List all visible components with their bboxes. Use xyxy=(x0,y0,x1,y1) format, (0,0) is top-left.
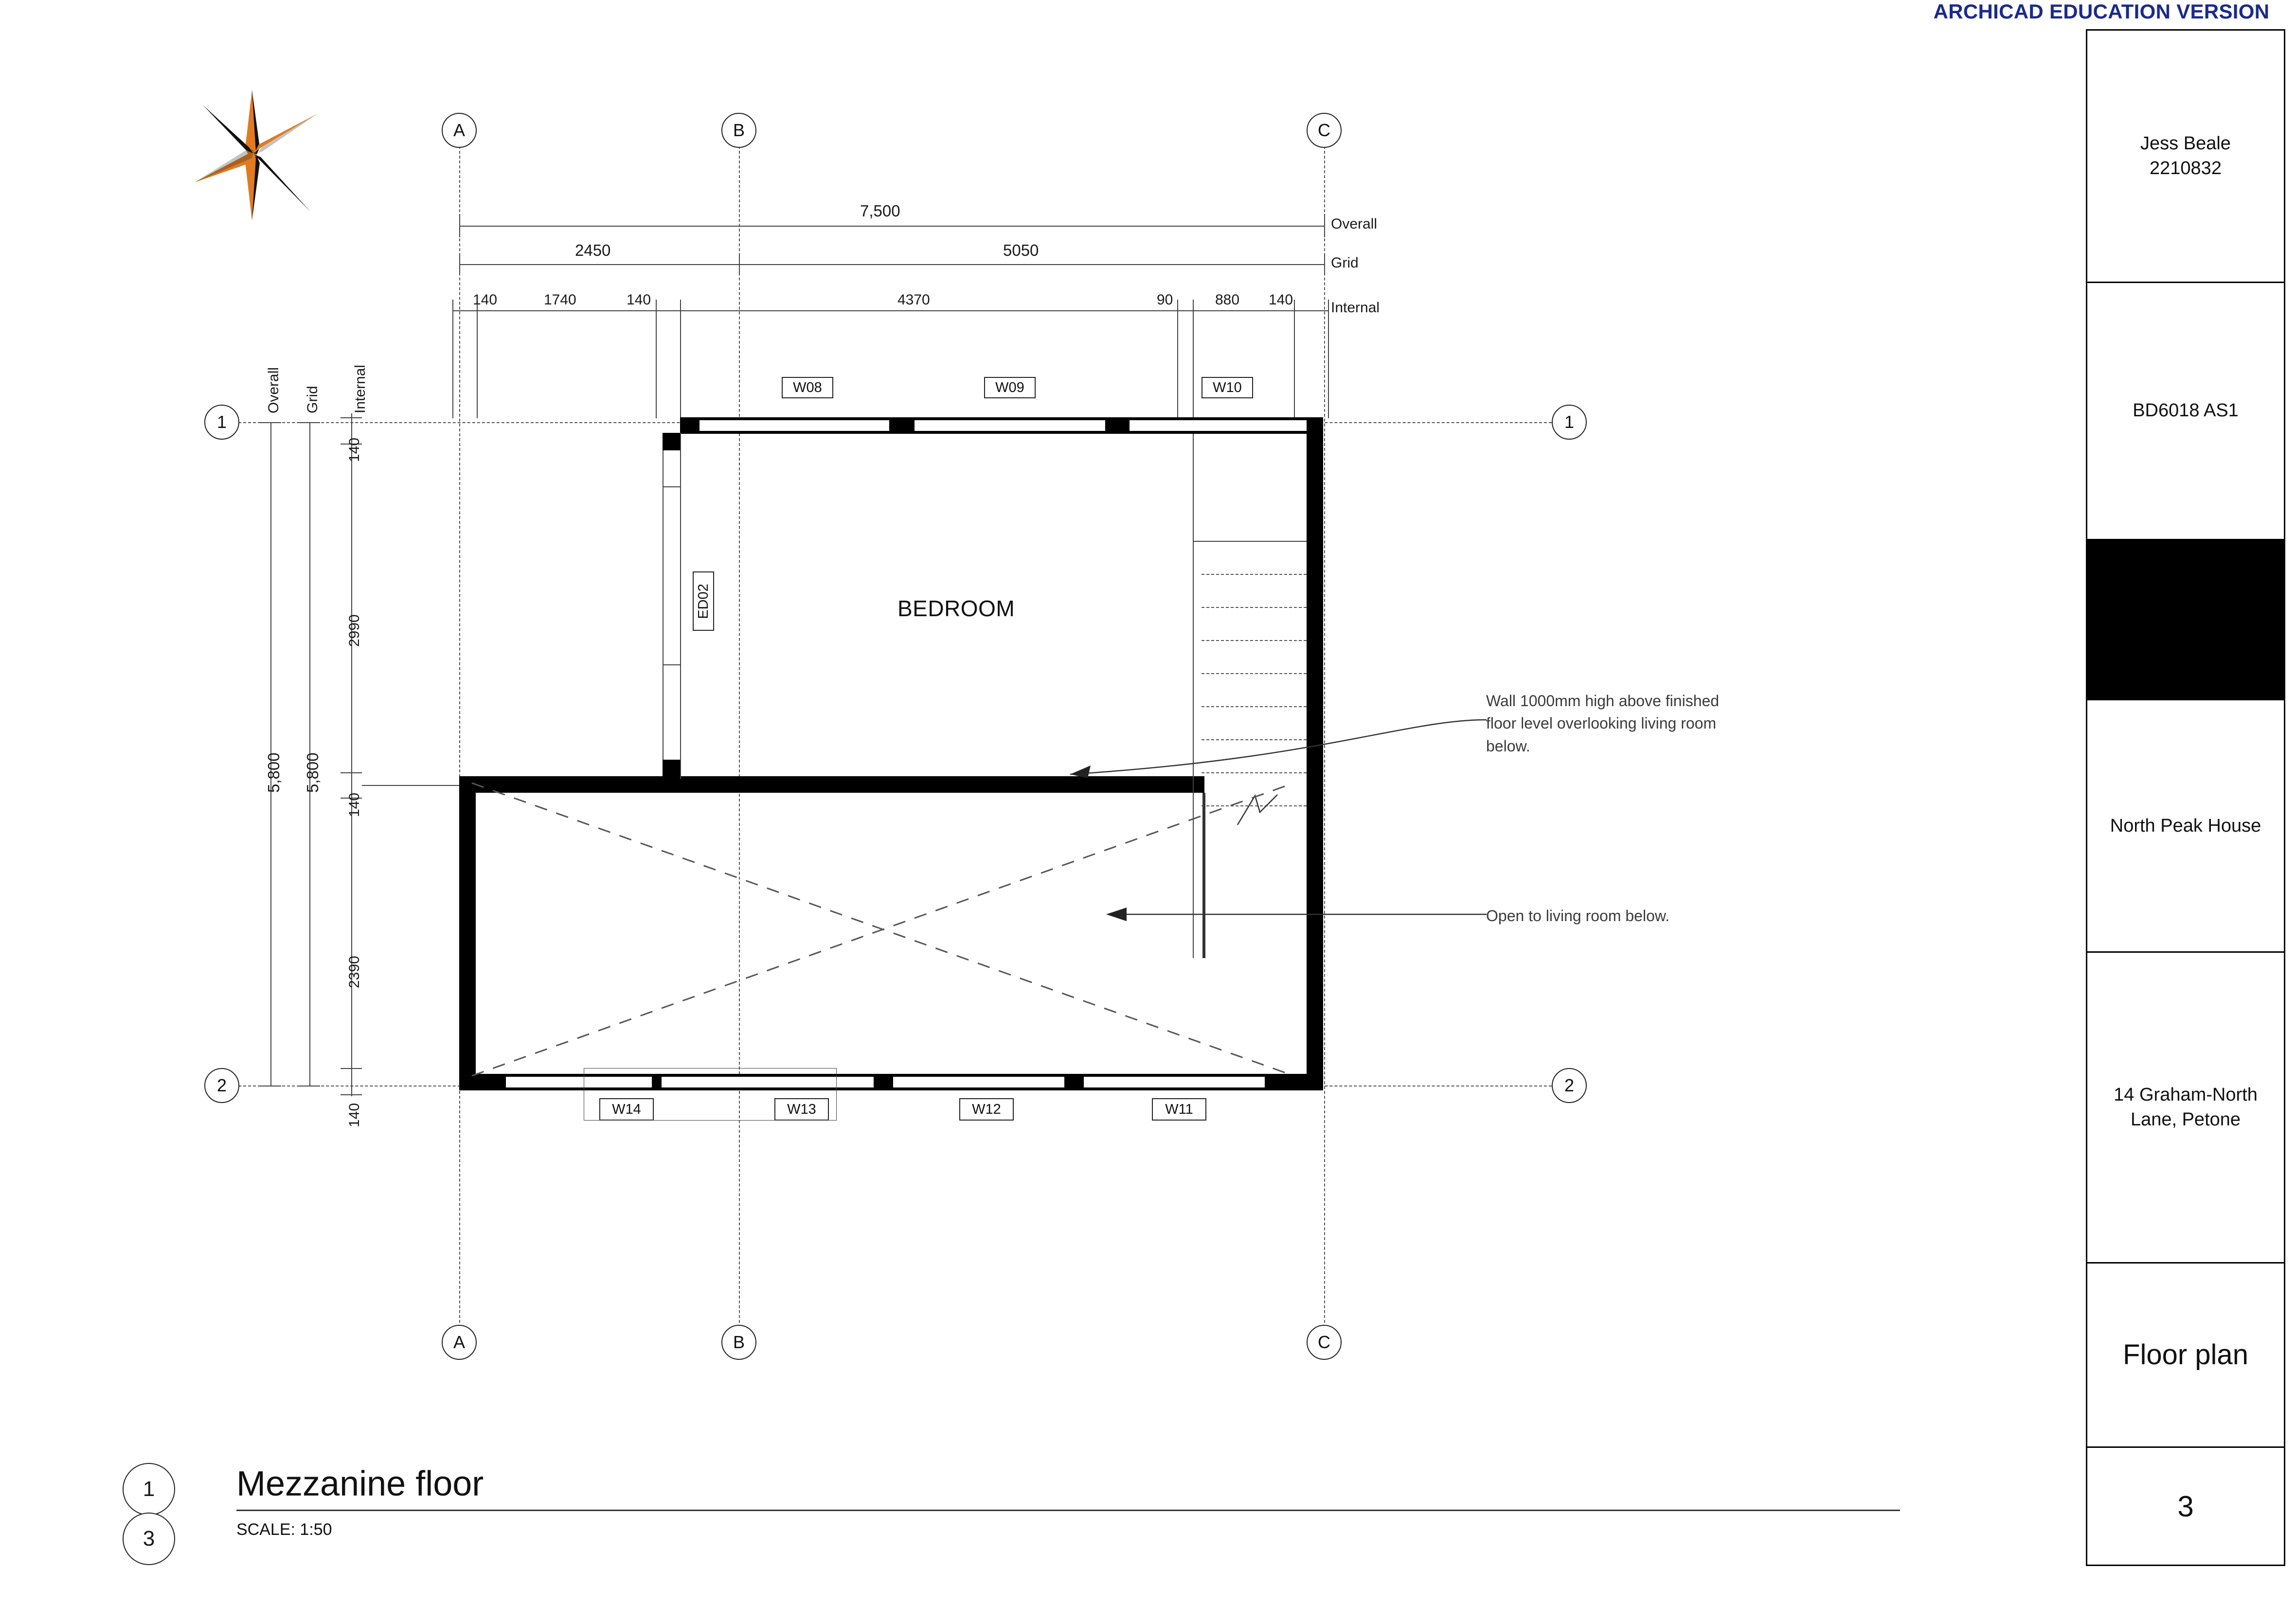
detail-bubble-bottom[interactable]: 3 xyxy=(123,1513,175,1565)
grid-bubble-b-top[interactable]: B xyxy=(721,113,756,148)
dim-ext xyxy=(656,311,657,418)
dim-internal-left-value-2: 2990 xyxy=(346,614,362,647)
sheet-title-rule xyxy=(236,1510,1900,1511)
void-cross-open-below xyxy=(467,778,1313,1085)
dim-tick xyxy=(459,214,460,237)
window-tag-w13[interactable]: W13 xyxy=(774,1098,829,1121)
door-tag-ed02[interactable]: ED02 xyxy=(693,571,714,631)
grid-bubble-2-left[interactable]: 2 xyxy=(204,1068,239,1103)
dim-internal-top-label: Internal xyxy=(1331,300,1380,316)
dim-tick xyxy=(260,1086,281,1087)
grid-bubble-c-top[interactable]: C xyxy=(1307,113,1342,148)
dim-ext xyxy=(1294,311,1295,418)
door-ed02-jamb-top xyxy=(663,486,680,487)
annotation-wall-1000-high: Wall 1000mm high above finished floor level overlooking living room below. xyxy=(1486,692,1720,755)
window-callout-box xyxy=(584,1068,837,1121)
dim-overall-top-value: 7,500 xyxy=(860,202,900,220)
partition-bedroom-left-nib-top xyxy=(663,433,680,450)
window-opening-w10 xyxy=(1130,419,1319,432)
window-tag-w14[interactable]: W14 xyxy=(599,1098,654,1121)
title-block-address xyxy=(2087,953,2284,1264)
partition-bedroom-left-inner xyxy=(680,433,681,779)
dim-overall-left-value: 5,800 xyxy=(265,752,283,793)
stair-tread-2 xyxy=(1202,607,1307,608)
title-block-logo-panel xyxy=(2087,540,2284,700)
dim-internal-top-value-7: 140 xyxy=(1269,292,1293,308)
dim-ext xyxy=(477,311,478,418)
dim-internal-left-label: Internal xyxy=(352,364,368,413)
partition-bedroom-left-outer xyxy=(663,433,664,779)
room-label-bedroom: BEDROOM xyxy=(897,596,1015,621)
dim-tick xyxy=(1324,253,1325,275)
window-tag-w12[interactable]: W12 xyxy=(959,1098,1014,1121)
grid-bubble-a-top[interactable]: A xyxy=(442,113,477,148)
dim-ext xyxy=(1328,311,1329,418)
dim-ext xyxy=(1177,311,1178,418)
title-block-course: BD6018 AS1 xyxy=(2087,283,2284,540)
north-arrow-icon xyxy=(195,90,321,221)
window-opening-w09 xyxy=(915,419,1105,432)
dim-internal-top-value-1: 140 xyxy=(473,292,498,308)
dim-overall-top-line xyxy=(459,226,1324,227)
title-block-drawing-title: Floor plan xyxy=(2087,1264,2284,1448)
dim-tick xyxy=(1324,214,1325,237)
dim-tick xyxy=(341,772,362,773)
window-opening-w08 xyxy=(700,419,889,432)
dim-internal-left-value-1: 140 xyxy=(346,437,362,462)
sheet-title: Mezzanine floor xyxy=(236,1464,484,1503)
detail-bubble-top[interactable]: 1 xyxy=(123,1463,175,1515)
gridline-a xyxy=(459,146,460,1342)
dim-tick xyxy=(341,1068,362,1069)
dim-grid-top-line xyxy=(459,264,1324,265)
grid-bubble-b-bottom[interactable]: B xyxy=(721,1325,756,1360)
title-block-project: North Peak House xyxy=(2087,700,2284,953)
stair-head-line xyxy=(1193,541,1307,542)
dim-internal-top-value-4: 4370 xyxy=(897,292,930,308)
title-block xyxy=(2086,29,2285,1566)
window-tag-w11[interactable]: W11 xyxy=(1152,1098,1206,1121)
dim-overall-left-label: Overall xyxy=(266,367,282,413)
grid-bubble-1-left[interactable]: 1 xyxy=(204,405,239,440)
dim-internal-top-value-3: 140 xyxy=(627,292,651,308)
dim-tick xyxy=(341,417,362,418)
grid-bubble-c-bottom[interactable]: C xyxy=(1307,1325,1342,1360)
stair-tread-3 xyxy=(1202,640,1307,641)
dim-tick xyxy=(299,1086,320,1087)
education-version-banner: ARCHICAD EDUCATION VERSION xyxy=(1933,0,2270,23)
dim-ext xyxy=(452,311,453,418)
window-tag-w10[interactable]: W10 xyxy=(1202,377,1253,398)
dim-tick xyxy=(459,253,460,275)
dim-grid-left-value: 5,800 xyxy=(304,752,322,793)
dim-internal-left-value-3: 140 xyxy=(346,792,362,817)
dim-internal-top-value-5: 90 xyxy=(1157,292,1173,308)
partition-bedroom-left-nib-bottom xyxy=(663,760,680,779)
address-line-2: Lane, Petone xyxy=(2130,1109,2241,1130)
sheet-scale: SCALE: 1:50 xyxy=(236,1520,332,1539)
window-tag-w09[interactable]: W09 xyxy=(984,377,1036,398)
grid-bubble-a-bottom[interactable]: A xyxy=(442,1325,477,1360)
title-block-sheet-number: 3 xyxy=(2177,1490,2194,1523)
dim-tick xyxy=(341,1094,362,1095)
dim-grid-top-value-1: 2450 xyxy=(575,241,611,259)
dim-internal-top-line xyxy=(452,310,1328,311)
dim-internal-left-line xyxy=(351,413,352,1096)
grid-bubble-2-right[interactable]: 2 xyxy=(1552,1068,1587,1103)
gridline-b xyxy=(739,146,740,1342)
stair-tread-5 xyxy=(1202,706,1307,707)
dim-tick xyxy=(260,422,281,423)
dim-grid-top-value-2: 5050 xyxy=(1003,241,1039,259)
author-name: Jess Beale xyxy=(2140,133,2231,154)
dim-ext xyxy=(362,785,469,786)
title-block-author xyxy=(2087,31,2284,283)
annotation-open-to-living: Open to living room below. xyxy=(1486,907,1670,925)
address-line-1: 14 Graham-North xyxy=(2114,1084,2258,1105)
grid-bubble-1-right[interactable]: 1 xyxy=(1552,405,1587,440)
dim-grid-top-label: Grid xyxy=(1331,255,1359,271)
dim-internal-left-value-5: 140 xyxy=(346,1103,362,1127)
dim-internal-left-value-4: 2390 xyxy=(346,956,362,988)
dim-tick xyxy=(299,422,320,423)
dim-grid-left-label: Grid xyxy=(305,386,321,413)
author-id: 2210832 xyxy=(2150,158,2222,178)
dim-tick xyxy=(739,253,740,275)
annotation-leader-open-to-living xyxy=(1104,906,1489,922)
dim-overall-top-label: Overall xyxy=(1331,216,1378,232)
stair-tread-1 xyxy=(1202,574,1307,575)
dim-internal-top-value-2: 1740 xyxy=(544,292,576,308)
dim-internal-top-value-6: 880 xyxy=(1215,292,1240,308)
stair-tread-4 xyxy=(1202,673,1307,674)
annotation-leader-wall-1000 xyxy=(1065,715,1493,783)
window-tag-w08[interactable]: W08 xyxy=(782,377,833,398)
door-ed02-jamb-bottom xyxy=(663,664,680,665)
